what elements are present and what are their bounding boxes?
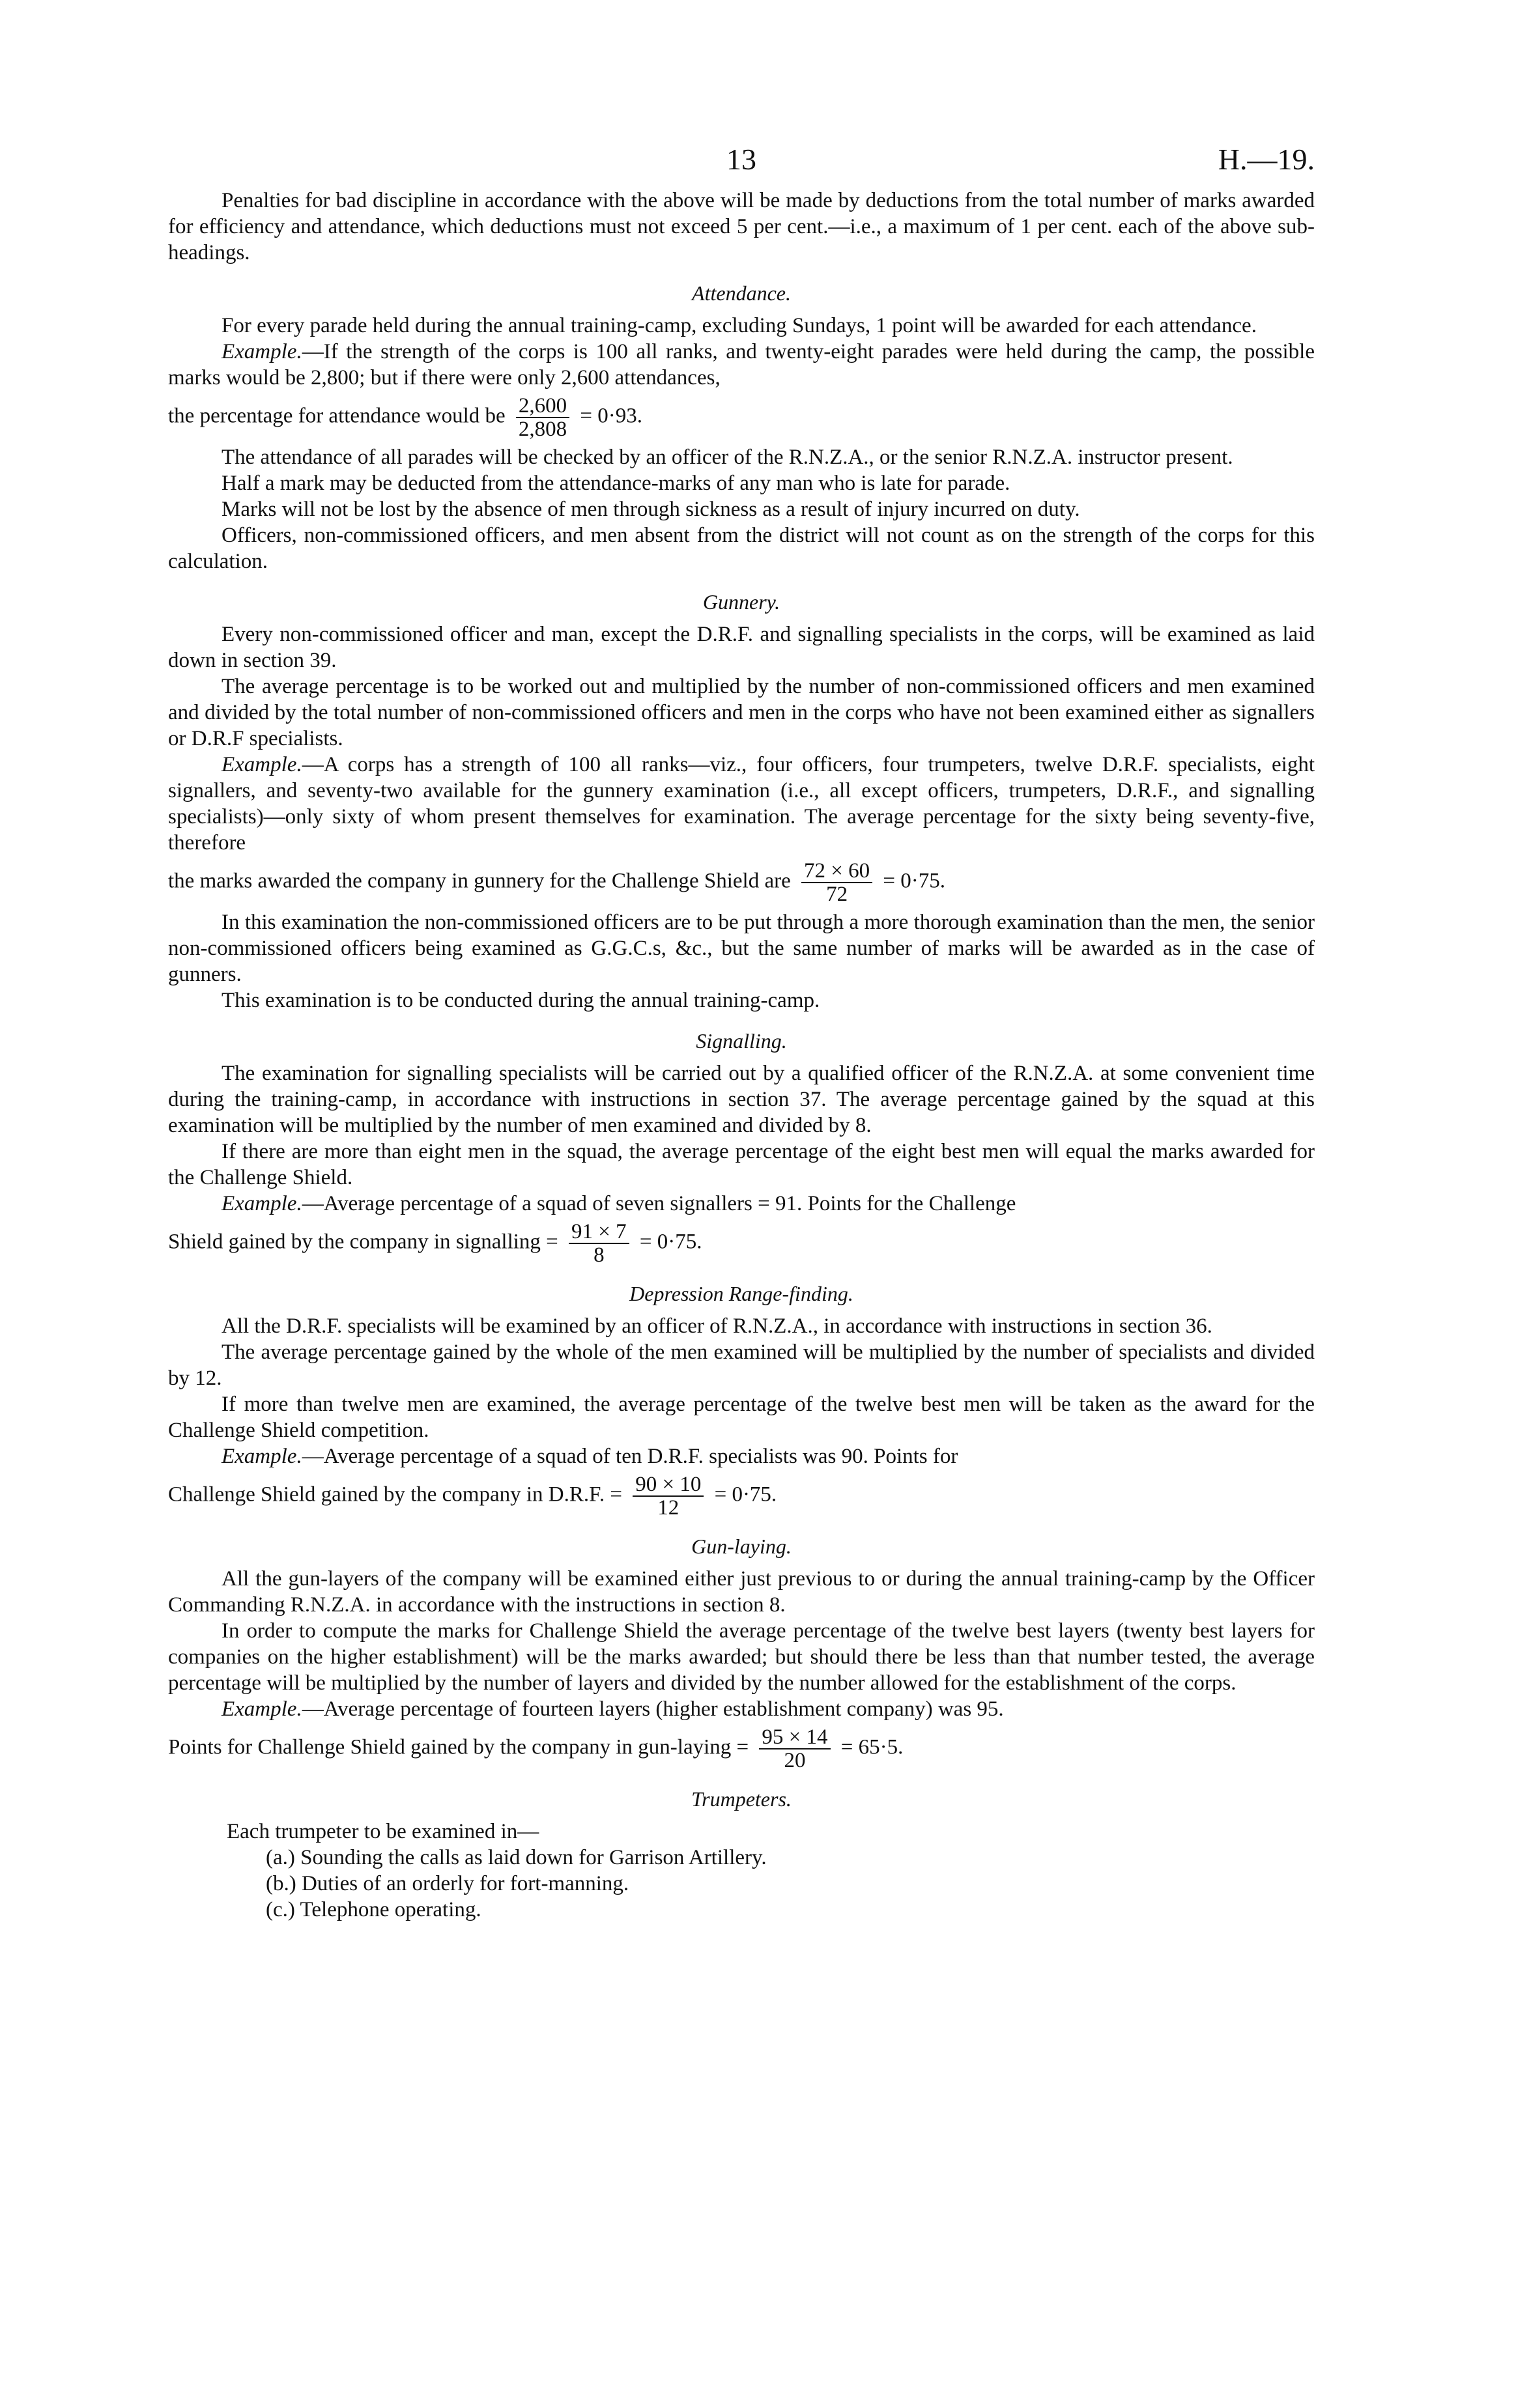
fraction [759, 1726, 830, 1772]
formula-result: = 65·5. [840, 1735, 904, 1759]
document-page [168, 142, 1315, 1923]
gunnery-paragraph-1: Every non-commissioned officer and man, except the D.R.F. and signalling specialists in the corps, will be examined as laid down in section 39. [168, 623, 1315, 672]
example-label: Example. [222, 340, 302, 363]
drf-example [168, 1443, 1315, 1469]
gunnery-formula [168, 860, 1315, 905]
gunlaying-paragraph-2: In order to compute the marks for Challenge Shield the average percentage of the twelve best layers (twenty best layers for companies on the higher establishment) will be the marks awarded; but should there be less than that number tested, the average percentage will be multiplied by the number of layers and divided by the number allowed for the establishment of the corps. [168, 1619, 1315, 1695]
formula-prefix: Points for Challenge Shield gained by the company in gun-laying = [168, 1735, 749, 1759]
fraction-denominator: 72 [826, 883, 848, 906]
drf-paragraph-2: The average percentage gained by the whole of the men examined will be multiplied by the number of specialists and divided by 12. [168, 1340, 1315, 1390]
attendance-paragraph-5: Officers, non-commissioned officers, and men absent from the district will not count as on the strength of the corps for this calculation. [168, 524, 1315, 573]
example-label: Example. [222, 1445, 302, 1468]
heading-attendance: Attendance. [692, 281, 791, 305]
drf-formula [168, 1473, 1315, 1519]
example-text: —Average percentage of a squad of ten D.R.F. specialists was 90. Points for [302, 1445, 958, 1468]
fraction-denominator: 12 [657, 1496, 679, 1520]
gunnery-example [168, 752, 1315, 856]
gunlaying-formula [168, 1726, 1315, 1772]
example-text: —Average percentage of fourteen layers (higher establishment company) was 95. [302, 1697, 1004, 1721]
example-label: Example. [222, 1192, 302, 1215]
fraction-denominator: 2,808 [518, 418, 567, 441]
document-reference: H.—19. [1218, 143, 1315, 176]
page-header [168, 142, 1315, 188]
drf-paragraph-1: All the D.R.F. specialists will be examined by an officer of R.N.Z.A., in accordance with instructions in section 36. [222, 1314, 1212, 1338]
example-text: —If the strength of the corps is 100 all ranks, and twenty-eight parades were held during the camp, the possible marks would be 2,800; but if there were only 2,600 attendances, [168, 340, 1315, 390]
formula-result: = 0·93. [580, 404, 643, 428]
formula-result: = 0·75. [714, 1482, 777, 1507]
signalling-example [168, 1191, 1315, 1217]
trumpeters-intro: Each trumpeter to be examined in— [227, 1820, 539, 1843]
example-label: Example. [222, 1697, 302, 1721]
fraction-numerator: 72 × 60 [801, 860, 872, 883]
list-item: (b.) Duties of an orderly for fort-manning. [266, 1872, 629, 1895]
formula-prefix: the marks awarded the company in gunnery for the Challenge Shield are [168, 869, 791, 893]
fraction [633, 1473, 704, 1519]
attendance-formula [168, 395, 1315, 440]
gunlaying-paragraph-1: All the gun-layers of the company will be examined either just previous to or during the annual training-camp by the Officer Commanding R.N.Z.A. in accordance with the instructions in section 8. [168, 1567, 1315, 1617]
signalling-paragraph-2: If there are more than eight men in the squad, the average percentage of the eight best men will equal the marks awarded for the Challenge Shield. [168, 1140, 1315, 1189]
attendance-paragraph-4: Marks will not be lost by the absence of men through sickness as a result of injury incurred on duty. [222, 498, 1080, 521]
gunnery-paragraph-2: The average percentage is to be worked out and multiplied by the number of non-commissioned officers and men examined and divided by the total number of non-commissioned officers and men in the corps who have not been examined either as signallers or D.R.F specialists. [168, 675, 1315, 750]
gunnery-paragraph-4: This examination is to be conducted during the annual training-camp. [222, 989, 820, 1012]
heading-trumpeters: Trumpeters. [691, 1787, 792, 1811]
attendance-paragraph-2: The attendance of all parades will be checked by an officer of the R.N.Z.A., or the senior R.N.Z.A. instructor present. [222, 446, 1233, 469]
signalling-paragraph-1: The examination for signalling specialists will be carried out by a qualified officer of the R.N.Z.A. at some convenient time during the training-camp, in accordance with instructions in section 37. The average percentage gained by the squad at this examination will be multiplied by the number of men examined and divided by 8. [168, 1062, 1315, 1137]
example-text: —Average percentage of a squad of seven signallers = 91. Points for the Challenge [302, 1192, 1016, 1215]
fraction-denominator: 8 [594, 1243, 605, 1267]
fraction [569, 1221, 629, 1266]
attendance-paragraph-1: For every parade held during the annual training-camp, excluding Sundays, 1 point will be awarded for each attendance. [222, 314, 1257, 337]
attendance-example [168, 339, 1315, 391]
example-label: Example. [222, 753, 302, 776]
fraction-numerator: 90 × 10 [633, 1473, 704, 1497]
fraction-denominator: 20 [784, 1749, 806, 1772]
list-item: (a.) Sounding the calls as laid down for Garrison Artillery. [266, 1846, 767, 1869]
formula-prefix: Shield gained by the company in signalling = [168, 1230, 558, 1254]
list-item: (c.) Telephone operating. [266, 1898, 481, 1921]
formula-prefix: the percentage for attendance would be [168, 404, 506, 428]
heading-gun-laying: Gun-laying. [691, 1535, 792, 1558]
intro-paragraph: Penalties for bad discipline in accordance with the above will be made by deductions from the total number of marks awarded for efficiency and attendance, which deductions must not exceed 5 per cent.—i.e., a maximum of 1 per cent. each of the above sub-headings. [168, 189, 1315, 264]
signalling-formula [168, 1221, 1315, 1266]
heading-gunnery: Gunnery. [702, 590, 780, 614]
fraction [801, 860, 872, 905]
attendance-paragraph-3: Half a mark may be deducted from the attendance-marks of any man who is late for parade. [222, 472, 1010, 495]
heading-depression-range-finding: Depression Range-finding. [629, 1282, 853, 1305]
example-text: —A corps has a strength of 100 all ranks—viz., four officers, four trumpeters, twelve D.R.F. specialists, eight signallers, and seventy-two available for the gunnery examination (i.e., all except officers, trumpeters, D.R.F., and signalling specialists)—only sixty of whom present themselves for examination. The average percentage for the sixty being seventy-five, therefore [168, 753, 1315, 855]
formula-result: = 0·75. [639, 1230, 702, 1254]
gunnery-paragraph-3: In this examination the non-commissioned officers are to be put through a more thorough examination than the men, the senior non-commissioned officers being examined as G.G.C.s, &c., but the same number of marks will be awarded as in the case of gunners. [168, 911, 1315, 986]
fraction-numerator: 2,600 [516, 395, 569, 418]
gunlaying-example [168, 1696, 1315, 1722]
drf-paragraph-3: If more than twelve men are examined, the average percentage of the twelve best men will be taken as the award for the Challenge Shield competition. [168, 1393, 1315, 1442]
heading-signalling: Signalling. [696, 1029, 787, 1053]
fraction [516, 395, 569, 440]
formula-prefix: Challenge Shield gained by the company in D.R.F. = [168, 1482, 622, 1507]
fraction-numerator: 91 × 7 [569, 1221, 629, 1244]
page-number: 13 [726, 143, 756, 176]
fraction-numerator: 95 × 14 [759, 1726, 830, 1749]
formula-result: = 0·75. [883, 869, 945, 893]
